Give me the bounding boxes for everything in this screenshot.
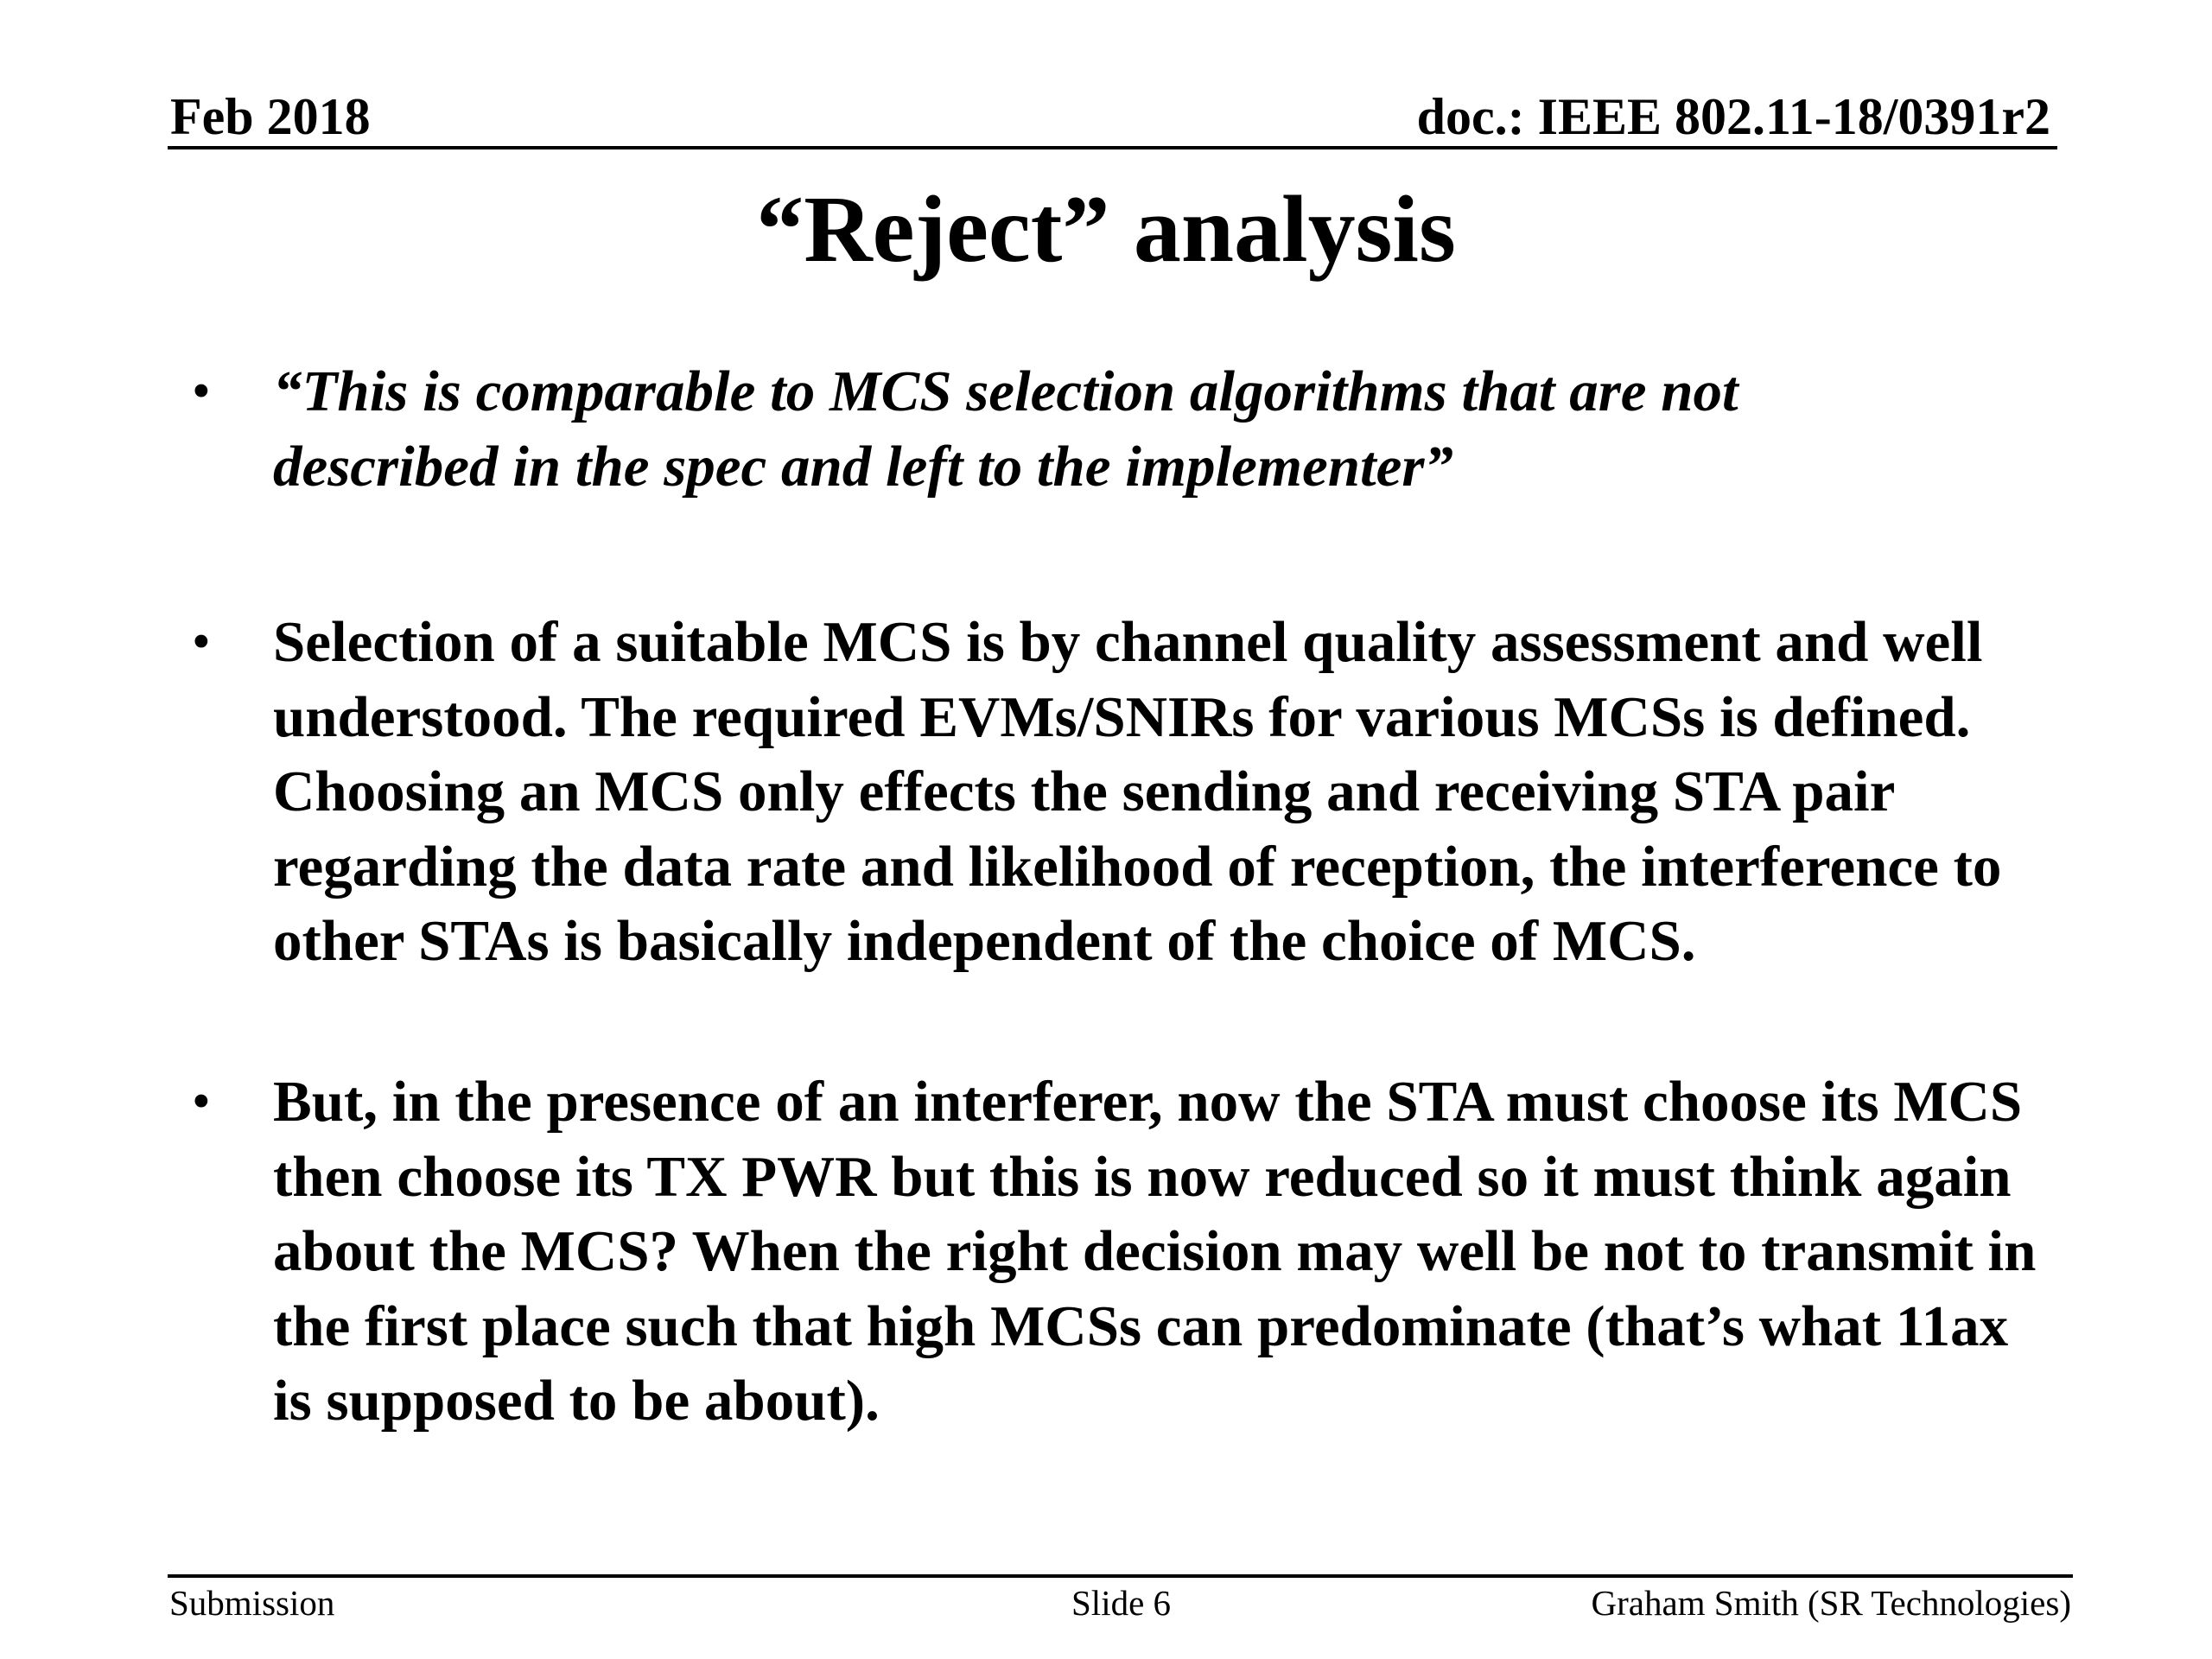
bullet-text-quote: “This is comparable to MCS selection algorithms that are not described in the spec and left to the implementer” (273, 359, 1738, 499)
bullet-marker: • (192, 1072, 211, 1131)
footer-divider (168, 1574, 2073, 1578)
bullet-marker: • (192, 362, 211, 421)
header-doc-id: doc.: IEEE 802.11-18/0391r2 (1416, 88, 2050, 145)
bullet-marker: • (192, 613, 211, 671)
bullet-text-interferer: But, in the presence of an interferer, now the STA must choose its MCS then choose its TX PWR but this is now reduced so it must think again about the MCS? When the right decision may well be not to transmit in the first place such that high MCSs can predominate (that’s what 11ax is supposed to be about). (273, 1070, 2037, 1433)
header-divider (168, 146, 2057, 149)
footer-slide-number: Slide 6 (1071, 1583, 1172, 1623)
footer-submission: Submission (169, 1583, 335, 1623)
footer-author: Graham Smith (SR Technologies) (1591, 1583, 2071, 1623)
bullet-text-mcs-selection: Selection of a suitable MCS is by channel quality assessment and well understood. The required EVMs/SNIRs for various MCSs is defined. Choosing an MCS only effects the sending and receiving STA pair regarding the data rate and likelihood of reception, the interference to other STAs is basically independent of the choice of MCS. (273, 610, 2002, 973)
header-date: Feb 2018 (170, 88, 371, 145)
slide-title: “Reject” analysis (756, 176, 1456, 282)
